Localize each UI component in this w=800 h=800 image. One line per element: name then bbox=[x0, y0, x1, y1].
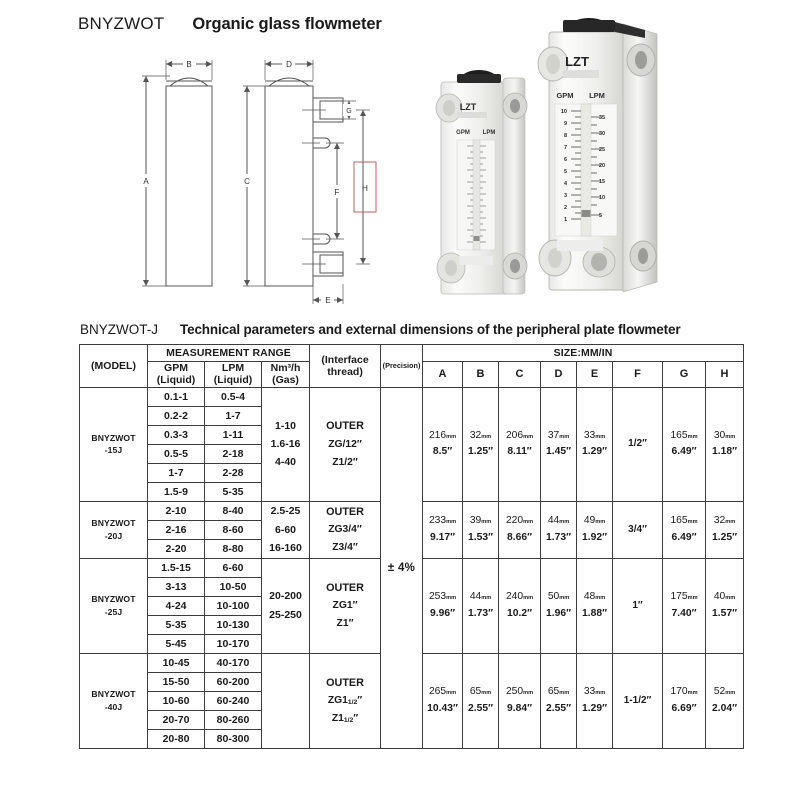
size-cell-b bbox=[463, 653, 499, 748]
size-inch: 6.49″ bbox=[671, 531, 697, 543]
size-inch: 9.84″ bbox=[507, 702, 533, 714]
thread-outer-label: OUTER bbox=[326, 505, 364, 518]
svg-text:6: 6 bbox=[563, 157, 567, 163]
size-inch: 7.40″ bbox=[671, 607, 697, 619]
unit-mm-label: mm bbox=[481, 519, 492, 526]
unit-mm-label: mm bbox=[481, 433, 492, 440]
model-line1: BNYZWOT bbox=[91, 689, 136, 700]
size-cell-a bbox=[423, 558, 463, 653]
drawing-svg bbox=[130, 48, 400, 310]
size-cell-a bbox=[423, 653, 463, 748]
size-cell-d bbox=[541, 558, 577, 653]
thread-cell bbox=[310, 387, 381, 501]
gpm-cell: 0.2-2 bbox=[148, 406, 205, 425]
model-line2: -25J bbox=[104, 606, 123, 617]
thread-cell bbox=[310, 558, 381, 653]
lpm-cell: 10-100 bbox=[205, 596, 262, 615]
lpm-cell: 2-18 bbox=[205, 444, 262, 463]
dim-label-a: A bbox=[143, 177, 149, 186]
unit-mm-label: mm bbox=[725, 690, 736, 697]
header-interface-line2: thread) bbox=[327, 365, 363, 378]
unit-mm-label: mm bbox=[559, 433, 570, 440]
svg-text:1: 1 bbox=[563, 217, 567, 223]
gpm-cell: 5-45 bbox=[148, 634, 205, 653]
size-cell-e bbox=[577, 558, 613, 653]
size-cell-e bbox=[577, 653, 613, 748]
size-mm: 32mm bbox=[469, 429, 492, 441]
size-mm: 253mm bbox=[428, 591, 457, 603]
unit-mm-label: mm bbox=[523, 519, 534, 526]
header-gas bbox=[262, 362, 310, 388]
unit-mm-label: mm bbox=[725, 595, 736, 602]
gpm-cell: 10-45 bbox=[148, 653, 205, 672]
size-inch: 6.49″ bbox=[671, 446, 697, 458]
size-cell-c bbox=[499, 558, 541, 653]
product-photo-small bbox=[427, 60, 547, 312]
lpm-cell: 80-300 bbox=[205, 729, 262, 748]
size-cell-f bbox=[613, 387, 663, 501]
gpm-cell: 0.5-5 bbox=[148, 444, 205, 463]
gpm-cell: 2-20 bbox=[148, 539, 205, 558]
size-inch: 1.53″ bbox=[468, 531, 494, 543]
unit-mm-label: mm bbox=[725, 433, 736, 440]
lpm-cell: 8-60 bbox=[205, 520, 262, 539]
dim-label-g: G bbox=[346, 108, 352, 115]
size-inch: 1.18″ bbox=[712, 446, 738, 458]
header-size-b: B bbox=[463, 362, 499, 388]
table-header-group-row bbox=[80, 345, 744, 362]
size-inch: 1.96″ bbox=[546, 607, 572, 619]
header-size-g: G bbox=[663, 362, 706, 388]
lpm-cell: 6-60 bbox=[205, 558, 262, 577]
thread-line1: ZG1″ bbox=[332, 600, 358, 612]
thread-line2: Z11/2″ bbox=[331, 713, 359, 725]
svg-text:35: 35 bbox=[599, 115, 606, 121]
unit-mm-label: mm bbox=[595, 595, 606, 602]
gas-cell bbox=[262, 653, 310, 748]
precision-cell: ± 4% bbox=[381, 387, 423, 748]
svg-text:7: 7 bbox=[563, 145, 567, 151]
lpm-cell: 1-7 bbox=[205, 406, 262, 425]
size-mm: 65mm bbox=[547, 686, 570, 698]
table-caption: Technical parameters and external dimensions of the peripheral plate flowmeter bbox=[180, 322, 681, 337]
unit-mm-label: mm bbox=[559, 595, 570, 602]
size-mm: 165mm bbox=[670, 515, 698, 527]
header-size-c: C bbox=[499, 362, 541, 388]
size-mm: 49mm bbox=[583, 515, 606, 527]
gpm-cell: 5-35 bbox=[148, 615, 205, 634]
gas-range: 4-40 bbox=[275, 456, 297, 469]
size-cell-h bbox=[706, 387, 744, 501]
size-cell-e bbox=[577, 387, 613, 501]
size-plain: 1″ bbox=[632, 599, 643, 611]
side-body bbox=[265, 86, 313, 286]
size-mm: 170mm bbox=[670, 686, 698, 698]
size-inch: 1.57″ bbox=[712, 607, 738, 619]
unit-mm-label: mm bbox=[595, 433, 606, 440]
brand-name: BNYZWOT bbox=[78, 14, 165, 33]
unit-mm-label: mm bbox=[687, 433, 698, 440]
dim-label-f: F bbox=[334, 188, 340, 197]
size-plain: 1-1/2″ bbox=[623, 694, 652, 706]
model-line2: -20J bbox=[104, 530, 123, 541]
gpm-cell: 1-7 bbox=[148, 463, 205, 482]
header-lpm-line2: (Liquid) bbox=[213, 374, 253, 387]
header-gpm-line1: GPM bbox=[164, 362, 188, 374]
size-mm: 175mm bbox=[670, 591, 698, 603]
table-model-prefix: BNYZWOT-J bbox=[80, 322, 158, 337]
size-inch: 1.88″ bbox=[582, 607, 608, 619]
size-cell-b bbox=[463, 501, 499, 558]
gpm-cell: 0.1-1 bbox=[148, 387, 205, 406]
size-inch: 1.73″ bbox=[546, 531, 572, 543]
size-cell-d bbox=[541, 387, 577, 501]
size-cell-h bbox=[706, 501, 744, 558]
lpm-cell: 10-170 bbox=[205, 634, 262, 653]
size-inch: 1.29″ bbox=[582, 702, 608, 714]
gas-range: 20-200 bbox=[269, 590, 302, 603]
lpm-cell: 60-240 bbox=[205, 691, 262, 710]
header-interface-line1: (Interface bbox=[321, 353, 369, 366]
thread-cell bbox=[310, 653, 381, 748]
size-mm: 250mm bbox=[505, 686, 534, 698]
header-size-e: E bbox=[577, 362, 613, 388]
size-mm: 65mm bbox=[469, 686, 492, 698]
product-photos bbox=[415, 2, 695, 314]
gas-range: 2.5-25 bbox=[270, 505, 301, 518]
gas-cell bbox=[262, 501, 310, 558]
gas-range: 16-160 bbox=[269, 541, 302, 554]
lpm-cell: 2-28 bbox=[205, 463, 262, 482]
thread-line2: Z3/4″ bbox=[332, 542, 358, 554]
svg-text:3: 3 bbox=[563, 193, 567, 199]
lpm-cell: 10-130 bbox=[205, 615, 262, 634]
size-inch: 10.2″ bbox=[507, 607, 533, 619]
size-inch: 9.17″ bbox=[430, 531, 456, 543]
svg-text:9: 9 bbox=[563, 121, 567, 127]
header-gas-line2: (Gas) bbox=[272, 374, 299, 387]
lpm-cell: 80-260 bbox=[205, 710, 262, 729]
svg-text:10: 10 bbox=[599, 195, 606, 201]
svg-text:20: 20 bbox=[599, 163, 606, 169]
unit-mm-label: mm bbox=[595, 690, 606, 697]
size-cell-g bbox=[663, 387, 706, 501]
gpm-cell: 1.5-15 bbox=[148, 558, 205, 577]
unit-mm-label: mm bbox=[559, 690, 570, 697]
gpm-cell: 15-50 bbox=[148, 672, 205, 691]
gpm-cell: 20-70 bbox=[148, 710, 205, 729]
size-mm: 220mm bbox=[505, 515, 534, 527]
svg-text:4: 4 bbox=[563, 181, 567, 187]
size-mm: 265mm bbox=[428, 686, 457, 698]
unit-mm-label: mm bbox=[481, 595, 492, 602]
size-inch: 1.25″ bbox=[468, 446, 494, 458]
lpm-cell: 8-80 bbox=[205, 539, 262, 558]
lpm-cell: 60-200 bbox=[205, 672, 262, 691]
size-inch: 1.73″ bbox=[468, 607, 494, 619]
header-size: SIZE:MM/IN bbox=[423, 345, 744, 362]
scale-label-gpm-small: GPM bbox=[456, 130, 470, 136]
unit-mm-label: mm bbox=[595, 519, 606, 526]
size-mm: 37mm bbox=[547, 429, 570, 441]
size-mm: 216mm bbox=[428, 429, 457, 441]
gas-range: 1-10 bbox=[275, 419, 297, 432]
thread-line1: ZG/12″ bbox=[328, 438, 362, 450]
size-cell-g bbox=[663, 653, 706, 748]
size-cell-c bbox=[499, 501, 541, 558]
lpm-cell: 0.5-4 bbox=[205, 387, 262, 406]
size-mm: 50mm bbox=[547, 591, 570, 603]
unit-mm-label: mm bbox=[446, 433, 457, 440]
model-line2: -40J bbox=[104, 701, 123, 712]
lpm-cell: 8-40 bbox=[205, 501, 262, 520]
scale-label-lpm-large: LPM bbox=[589, 91, 605, 100]
size-mm: 30mm bbox=[713, 429, 736, 441]
model-cell bbox=[80, 387, 148, 501]
size-mm: 165mm bbox=[670, 429, 698, 441]
gpm-cell: 2-10 bbox=[148, 501, 205, 520]
table-title bbox=[80, 322, 680, 337]
unit-mm-label: mm bbox=[523, 690, 534, 697]
lpm-cell: 5-35 bbox=[205, 482, 262, 501]
size-mm: 48mm bbox=[583, 591, 606, 603]
size-plain: 1/2″ bbox=[628, 438, 647, 450]
gas-range: 1.6-16 bbox=[270, 438, 301, 451]
svg-text:15: 15 bbox=[599, 179, 606, 185]
header-measurement-range: MEASUREMENT RANGE bbox=[148, 345, 310, 362]
size-mm: 39mm bbox=[469, 515, 492, 527]
page-header bbox=[78, 14, 382, 34]
product-photo-large bbox=[537, 4, 687, 314]
thread-line2: Z1″ bbox=[336, 618, 354, 630]
gpm-cell: 4-24 bbox=[148, 596, 205, 615]
size-cell-b bbox=[463, 387, 499, 501]
unit-mm-label: mm bbox=[687, 595, 698, 602]
size-mm: 33mm bbox=[583, 686, 606, 698]
dim-label-h: H bbox=[362, 184, 368, 193]
brand-badge-small: LZT bbox=[459, 102, 477, 112]
size-inch: 1.25″ bbox=[712, 531, 738, 543]
unit-mm-label: mm bbox=[481, 690, 492, 697]
lpm-cell: 1-11 bbox=[205, 425, 262, 444]
size-inch: 2.55″ bbox=[546, 702, 572, 714]
gas-cell bbox=[262, 558, 310, 653]
scale-label-gpm-large: GPM bbox=[556, 91, 574, 100]
header-gpm bbox=[148, 362, 205, 388]
size-mm: 233mm bbox=[428, 515, 457, 527]
unit-mm-label: mm bbox=[725, 519, 736, 526]
svg-text:5: 5 bbox=[599, 213, 603, 219]
size-mm: 206mm bbox=[505, 429, 534, 441]
size-inch: 9.96″ bbox=[430, 607, 456, 619]
specification-table bbox=[79, 344, 744, 749]
model-line2: -15J bbox=[104, 445, 123, 456]
thread-outer-label: OUTER bbox=[326, 676, 364, 689]
svg-text:8: 8 bbox=[563, 133, 567, 139]
gpm-cell: 0.3-3 bbox=[148, 425, 205, 444]
size-cell-c bbox=[499, 653, 541, 748]
gpm-cell: 2-16 bbox=[148, 520, 205, 539]
unit-mm-label: mm bbox=[446, 519, 457, 526]
size-cell-c bbox=[499, 387, 541, 501]
dim-label-d: D bbox=[286, 60, 292, 69]
header-interface-thread bbox=[310, 345, 381, 388]
size-inch: 1.92″ bbox=[582, 531, 608, 543]
unit-mm-label: mm bbox=[446, 690, 457, 697]
header-size-h: H bbox=[706, 362, 744, 388]
size-inch: 2.55″ bbox=[468, 702, 494, 714]
gas-range: 25-250 bbox=[269, 608, 302, 621]
size-cell-d bbox=[541, 653, 577, 748]
table-row bbox=[80, 387, 744, 406]
flowmeter-large-svg bbox=[537, 4, 687, 314]
size-inch: 2.04″ bbox=[712, 702, 738, 714]
model-line1: BNYZWOT bbox=[91, 594, 136, 605]
unit-mm-label: mm bbox=[687, 519, 698, 526]
size-cell-d bbox=[541, 501, 577, 558]
size-cell-e bbox=[577, 501, 613, 558]
unit-mm-label: mm bbox=[446, 595, 457, 602]
svg-text:25: 25 bbox=[599, 147, 606, 153]
front-body bbox=[166, 86, 212, 286]
unit-mm-label: mm bbox=[523, 433, 534, 440]
thread-line1: ZG3/4″ bbox=[328, 524, 362, 536]
size-cell-g bbox=[663, 558, 706, 653]
header-precision: (Precision) bbox=[381, 345, 423, 388]
unit-mm-label: mm bbox=[687, 690, 698, 697]
size-cell-h bbox=[706, 558, 744, 653]
flowmeter-small-svg bbox=[427, 60, 547, 312]
size-cell-a bbox=[423, 387, 463, 501]
size-inch: 8.11″ bbox=[507, 446, 532, 458]
drawing-dimension-labels bbox=[140, 57, 368, 306]
lpm-cell: 40-170 bbox=[205, 653, 262, 672]
size-cell-g bbox=[663, 501, 706, 558]
size-inch: 1.45″ bbox=[546, 446, 572, 458]
model-cell bbox=[80, 653, 148, 748]
thread-line2: Z1/2″ bbox=[332, 456, 358, 468]
page-title: Organic glass flowmeter bbox=[192, 15, 382, 33]
gpm-cell: 3-13 bbox=[148, 577, 205, 596]
thread-outer-label: OUTER bbox=[326, 420, 364, 433]
model-line1: BNYZWOT bbox=[91, 432, 136, 443]
size-inch: 8.66″ bbox=[507, 531, 533, 543]
technical-drawing bbox=[130, 48, 400, 310]
size-inch: 8.5″ bbox=[432, 446, 453, 458]
size-mm: 52mm bbox=[713, 686, 736, 698]
size-cell-f bbox=[613, 558, 663, 653]
header-gas-line1: Nm³/h bbox=[270, 362, 301, 374]
unit-mm-label: mm bbox=[523, 595, 534, 602]
size-mm: 40mm bbox=[713, 591, 736, 603]
size-mm: 240mm bbox=[505, 591, 534, 603]
size-mm: 32mm bbox=[713, 515, 736, 527]
size-cell-a bbox=[423, 501, 463, 558]
size-inch: 10.43″ bbox=[427, 702, 458, 714]
size-mm: 44mm bbox=[547, 515, 570, 527]
model-cell bbox=[80, 558, 148, 653]
brand-badge-large: LZT bbox=[565, 54, 589, 69]
svg-text:10: 10 bbox=[560, 109, 567, 115]
header-model: (MODEL) bbox=[80, 345, 148, 388]
unit-mm-label: mm bbox=[559, 519, 570, 526]
header-gpm-line2: (Liquid) bbox=[156, 374, 196, 387]
svg-text:2: 2 bbox=[563, 205, 567, 211]
size-cell-b bbox=[463, 558, 499, 653]
size-cell-h bbox=[706, 653, 744, 748]
size-mm: 33mm bbox=[583, 429, 606, 441]
front-cap bbox=[170, 78, 208, 86]
header-lpm bbox=[205, 362, 262, 388]
lpm-cell: 10-50 bbox=[205, 577, 262, 596]
gas-cell bbox=[262, 387, 310, 501]
svg-text:30: 30 bbox=[599, 131, 606, 137]
model-line1: BNYZWOT bbox=[91, 518, 136, 529]
size-cell-f bbox=[613, 501, 663, 558]
thread-outer-label: OUTER bbox=[326, 581, 364, 594]
size-mm: 44mm bbox=[469, 591, 492, 603]
header-lpm-line1: LPM bbox=[221, 362, 245, 374]
model-cell bbox=[80, 501, 148, 558]
size-plain: 3/4″ bbox=[628, 523, 647, 535]
dim-label-e: E bbox=[325, 296, 331, 305]
size-inch: 6.69″ bbox=[671, 702, 697, 714]
svg-text:5: 5 bbox=[563, 169, 567, 175]
side-cap bbox=[269, 78, 309, 86]
thread-cell bbox=[310, 501, 381, 558]
table-body bbox=[80, 387, 744, 748]
size-inch: 1.29″ bbox=[582, 446, 608, 458]
dim-label-b: B bbox=[186, 60, 192, 69]
dim-label-c: C bbox=[244, 177, 250, 186]
gpm-cell: 1.5-9 bbox=[148, 482, 205, 501]
size-cell-f bbox=[613, 653, 663, 748]
header-size-d: D bbox=[541, 362, 577, 388]
thread-line1: ZG11/2″ bbox=[327, 695, 363, 707]
gas-range: 6-60 bbox=[275, 523, 297, 536]
gpm-cell: 10-60 bbox=[148, 691, 205, 710]
header-size-a: A bbox=[423, 362, 463, 388]
scale-label-lpm-small: LPM bbox=[482, 130, 496, 136]
header-size-f: F bbox=[613, 362, 663, 388]
gpm-cell: 20-80 bbox=[148, 729, 205, 748]
